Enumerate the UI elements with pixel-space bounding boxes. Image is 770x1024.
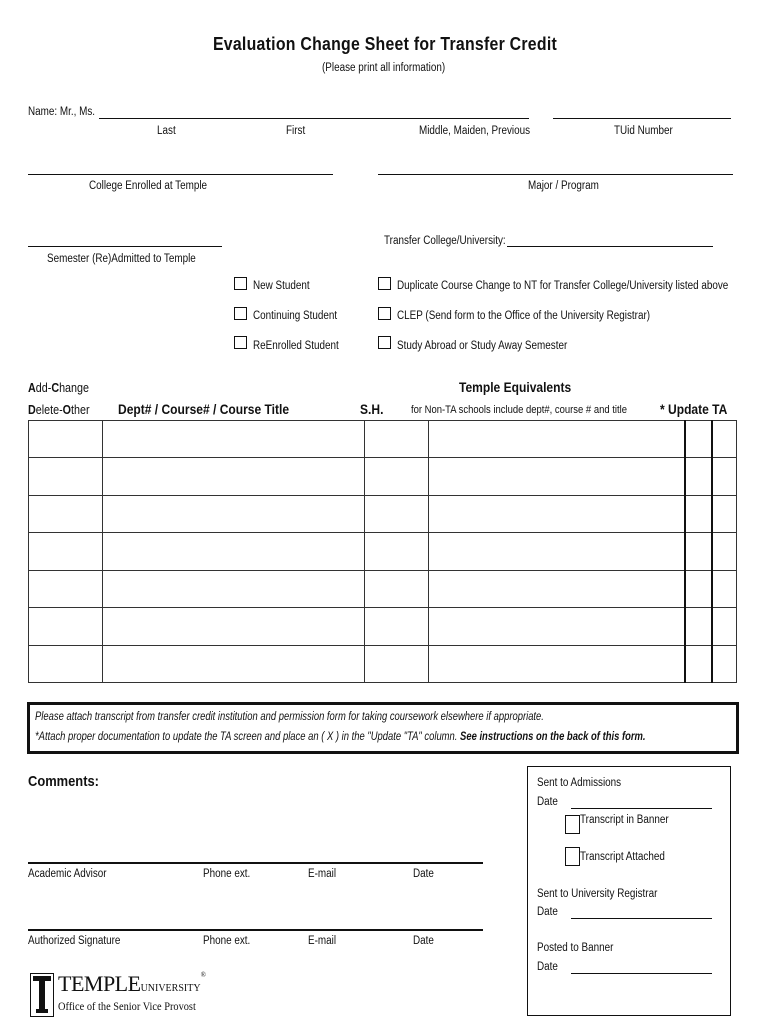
clep-checkbox[interactable]: [378, 307, 391, 320]
registrar-date-label: Date: [537, 906, 558, 918]
other-initial: O: [62, 403, 72, 417]
add-change-cell[interactable]: [29, 608, 103, 646]
dept-course-cell[interactable]: [103, 645, 365, 683]
equivalent-cell[interactable]: [428, 608, 684, 646]
temple-t-icon: [30, 973, 54, 1017]
temple-equivalents-header: Temple Equivalents: [459, 379, 572, 395]
table-row: [29, 608, 737, 646]
table-row: [29, 495, 737, 533]
delete-other-header: [28, 403, 90, 417]
tuid-label: TUid Number: [614, 125, 673, 137]
trailing-cell[interactable]: [712, 645, 737, 683]
equivalent-cell[interactable]: [428, 645, 684, 683]
last-name-label: Last: [157, 125, 176, 137]
registrar-date-line[interactable]: [571, 918, 712, 919]
change-rest: hange: [59, 381, 89, 395]
transcript-banner-checkbox[interactable]: [565, 815, 580, 834]
transcript-attached-checkbox[interactable]: [565, 847, 580, 866]
sh-cell[interactable]: [365, 645, 429, 683]
trailing-cell[interactable]: [712, 533, 737, 571]
posted-banner-label: Posted to Banner: [537, 942, 614, 954]
update-ta-cell[interactable]: [685, 570, 712, 608]
new-student-checkbox[interactable]: [234, 277, 247, 290]
add-rest: dd-: [35, 381, 52, 395]
sh-cell[interactable]: [365, 570, 429, 608]
other-rest: ther: [71, 403, 90, 417]
authorized-signature-line[interactable]: [28, 929, 483, 931]
trailing-cell[interactable]: [712, 495, 737, 533]
banner-date-label: Date: [537, 961, 558, 973]
advisor-email-label: E-mail: [308, 868, 337, 880]
equivalent-cell[interactable]: [428, 421, 684, 458]
sh-header: S.H.: [360, 401, 384, 417]
academic-advisor-label: Academic Advisor: [28, 868, 107, 880]
major-input-line[interactable]: [378, 174, 733, 175]
sh-cell[interactable]: [365, 533, 429, 571]
add-change-cell[interactable]: [29, 458, 103, 496]
new-student-label: New Student: [253, 280, 310, 292]
update-ta-cell[interactable]: [685, 421, 712, 458]
transfer-label: Transfer College/University:: [384, 235, 506, 247]
dept-course-cell[interactable]: [103, 458, 365, 496]
update-ta-header: * Update TA: [660, 401, 728, 417]
equivalent-cell[interactable]: [428, 495, 684, 533]
signature-phone-label: Phone ext.: [203, 935, 251, 947]
study-abroad-checkbox[interactable]: [378, 336, 391, 349]
notice-line-2: [35, 731, 646, 743]
change-initial: C: [51, 381, 60, 395]
advisor-signature-line[interactable]: [28, 862, 483, 864]
page-title: Evaluation Change Sheet for Transfer Credit: [212, 34, 558, 54]
notice-line-2-text: *Attach proper documentation to update the TA screen and place an ( X ) in the "Update "TA" column.: [35, 731, 458, 743]
admissions-date-label: Date: [537, 796, 558, 808]
admissions-date-line[interactable]: [571, 808, 712, 809]
update-ta-cell[interactable]: [685, 458, 712, 496]
major-label: Major / Program: [528, 180, 599, 192]
trailing-cell[interactable]: [712, 421, 737, 458]
trailing-cell[interactable]: [712, 570, 737, 608]
advisor-phone-label: Phone ext.: [203, 868, 251, 880]
reenrolled-student-label: ReEnrolled Student: [253, 340, 339, 352]
equivalent-cell[interactable]: [428, 458, 684, 496]
duplicate-course-checkbox[interactable]: [378, 277, 391, 290]
name-prefix-label: Name: Mr., Ms.: [28, 106, 96, 118]
dept-course-cell[interactable]: [103, 533, 365, 571]
trailing-cell[interactable]: [712, 608, 737, 646]
transcript-banner-label: Transcript in Banner: [580, 814, 669, 826]
delete-initial: D: [28, 403, 36, 417]
sh-cell[interactable]: [365, 608, 429, 646]
add-change-cell[interactable]: [29, 570, 103, 608]
first-name-label: First: [286, 125, 306, 137]
delete-rest: elete-: [35, 403, 63, 417]
study-abroad-label: Study Abroad or Study Away Semester: [397, 340, 568, 352]
logo-registered-mark: ®: [200, 971, 206, 979]
comments-label: Comments:: [28, 773, 99, 790]
add-change-header: [28, 381, 89, 395]
update-ta-cell[interactable]: [685, 608, 712, 646]
add-change-cell[interactable]: [29, 533, 103, 571]
logo-office-text: Office of the Senior Vice Provost: [58, 1001, 196, 1013]
table-row: [29, 645, 737, 683]
clep-label: CLEP (Send form to the Office of the University Registrar): [397, 310, 651, 322]
equivalent-cell[interactable]: [428, 533, 684, 571]
continuing-student-label: Continuing Student: [253, 310, 338, 322]
dept-course-cell[interactable]: [103, 608, 365, 646]
dept-course-cell[interactable]: [103, 495, 365, 533]
update-ta-cell[interactable]: [685, 645, 712, 683]
dept-course-cell[interactable]: [103, 421, 365, 458]
page-subtitle: (Please print all information): [322, 62, 446, 74]
equivalent-cell[interactable]: [428, 570, 684, 608]
signature-email-label: E-mail: [308, 935, 337, 947]
notice-line-1: Please attach transcript from transfer credit institution and permission form for taking coursework elsewhere if appropriate.: [35, 711, 544, 723]
add-change-cell[interactable]: [29, 421, 103, 458]
banner-date-line[interactable]: [571, 973, 712, 974]
transfer-input-line[interactable]: [507, 246, 713, 247]
name-input-line[interactable]: [99, 118, 529, 119]
logo-temple-text: TEMPLE: [58, 971, 141, 996]
sh-cell[interactable]: [365, 495, 429, 533]
sent-admissions-label: Sent to Admissions: [537, 777, 622, 789]
sh-cell[interactable]: [365, 421, 429, 458]
table-row: [29, 458, 737, 496]
college-label: College Enrolled at Temple: [89, 180, 208, 192]
signature-date-label: Date: [413, 935, 434, 947]
update-ta-cell[interactable]: [685, 533, 712, 571]
course-table: [28, 420, 737, 683]
sent-registrar-label: Sent to University Registrar: [537, 888, 658, 900]
temple-logo: [30, 971, 206, 1019]
continuing-student-checkbox[interactable]: [234, 307, 247, 320]
duplicate-course-label: Duplicate Course Change to NT for Transfer College/University listed above: [397, 280, 729, 292]
authorized-signature-label: Authorized Signature: [28, 935, 121, 947]
tuid-input-line[interactable]: [553, 118, 731, 119]
dept-course-cell[interactable]: [103, 570, 365, 608]
routing-box: [527, 766, 731, 1016]
add-change-cell[interactable]: [29, 495, 103, 533]
table-row: [29, 570, 737, 608]
trailing-cell[interactable]: [712, 458, 737, 496]
add-initial: A: [28, 381, 36, 395]
logo-university-text: UNIVERSITY: [140, 983, 201, 994]
college-input-line[interactable]: [28, 174, 333, 175]
table-row: [29, 533, 737, 571]
semester-input-line[interactable]: [28, 246, 222, 247]
add-change-cell[interactable]: [29, 645, 103, 683]
transcript-attached-label: Transcript Attached: [580, 851, 665, 863]
update-ta-cell[interactable]: [685, 495, 712, 533]
instructions-notice: [27, 702, 739, 754]
notice-line-2-bold: See instructions on the back of this form.: [460, 731, 646, 743]
advisor-date-label: Date: [413, 868, 434, 880]
dept-course-header: Dept# / Course# / Course Title: [118, 401, 290, 417]
table-row: [29, 421, 737, 458]
sh-cell[interactable]: [365, 458, 429, 496]
equivalents-subheader: for Non-TA schools include dept#, course # and title: [411, 404, 627, 416]
reenrolled-student-checkbox[interactable]: [234, 336, 247, 349]
middle-name-label: Middle, Maiden, Previous: [419, 125, 531, 137]
semester-label: Semester (Re)Admitted to Temple: [47, 253, 196, 265]
